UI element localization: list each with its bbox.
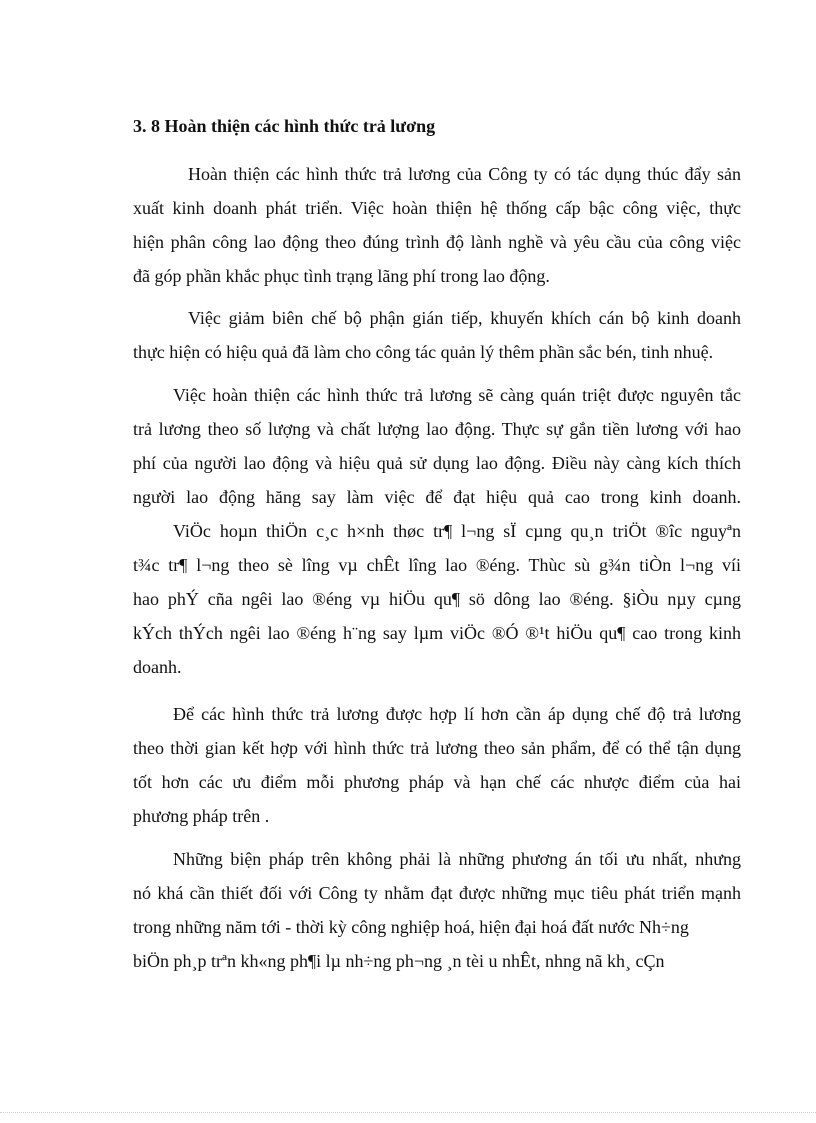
paragraph-line: doanh. [133, 657, 182, 677]
paragraph-line: thực hiện có hiệu quả đã làm cho công tác quản lý thêm phần sắc bén, tinh nhuệ. [133, 342, 714, 362]
paragraph-line: trả lương theo số lượng và chất lượng lao động. Thực sự gắn tiền lương với hao [133, 419, 741, 439]
paragraph-line: Để các hình thức trả lương được hợp lí hơn cần áp dụng chế độ trả lương [173, 704, 741, 724]
paragraph-line: tốt hơn các ưu điểm mỗi phương pháp và hạn chế các nhược điểm của hai [133, 772, 741, 792]
paragraph-line: đã góp phần khắc phục tình trạng lãng phí trong lao động. [133, 266, 550, 286]
paragraph-line: trong những năm tới - thời kỳ công nghiệp hoá, hiện đại hoá đất nước Nh÷ng [133, 917, 689, 937]
paragraph-line: người lao động hăng say làm việc để đạt hiệu quả cao trong kinh doanh. [133, 487, 741, 507]
paragraph-5 [133, 842, 741, 978]
paragraph-line: Việc giảm biên chế bộ phận gián tiếp, khuyến khích cán bộ kinh doanh [188, 308, 741, 328]
paragraph-line: t¾c tr¶ l¬ng theo sè lîng vµ chÊt lîng lao ®éng. Thùc sù g¾n tiÒn l¬ng víi [133, 555, 741, 575]
paragraph-line: xuất kinh doanh phát triển. Việc hoàn thiện hệ thống cấp bậc công việc, thực [133, 198, 741, 218]
paragraph-4 [133, 697, 741, 833]
section-heading: 3. 8 Hoàn thiện các hình thức trả lương [133, 116, 436, 136]
paragraph-line: phương pháp trên . [133, 806, 270, 826]
paragraph-3 [133, 378, 741, 684]
paragraph-1 [133, 157, 741, 293]
paragraph-line: Việc hoàn thiện các hình thức trả lương sẽ càng quán triệt được nguyên tắc [173, 385, 741, 405]
paragraph-line: hao phÝ cña ngêi lao ®éng vµ hiÖu qu¶ sö dông lao ®éng. §iÒu nµy cµng [133, 589, 741, 609]
page-bottom-border [0, 1112, 816, 1113]
paragraph-line: Hoàn thiện các hình thức trả lương của Công ty có tác dụng thúc đẩy sản [188, 164, 741, 184]
paragraph-line: hiện phân công lao động theo đúng trình độ lành nghề và yêu cầu của công việc [133, 232, 741, 252]
paragraph-line: Những biện pháp trên không phải là những phương án tối ưu nhất, nhưng [173, 849, 741, 869]
paragraph-2 [133, 301, 741, 369]
paragraph-line: theo thời gian kết hợp với hình thức trả lương theo sản phẩm, để có thể tận dụng [133, 738, 741, 758]
paragraph-line: biÖn ph¸p trªn kh«ng ph¶i lµ nh÷ng ph¬ng ¸n tèi u nhÊt, nhng nã kh¸ cÇn [133, 951, 665, 971]
paragraph-line: kÝch thÝch ngêi lao ®éng h¨ng say lµm viÖc ®Ó ®¹t hiÖu qu¶ cao trong kinh [133, 623, 741, 643]
paragraph-line: nó khá cần thiết đối với Công ty nhằm đạt được những mục tiêu phát triển mạnh [133, 883, 741, 903]
paragraph-line: phí của người lao động và hiệu quả sử dụng lao động. Điều này càng kích thích [133, 453, 741, 473]
paragraph-line: ViÖc hoµn thiÖn c¸c h×nh thøc tr¶ l¬ng sÏ cµng qu¸n triÖt ®îc nguyªn [173, 521, 741, 541]
